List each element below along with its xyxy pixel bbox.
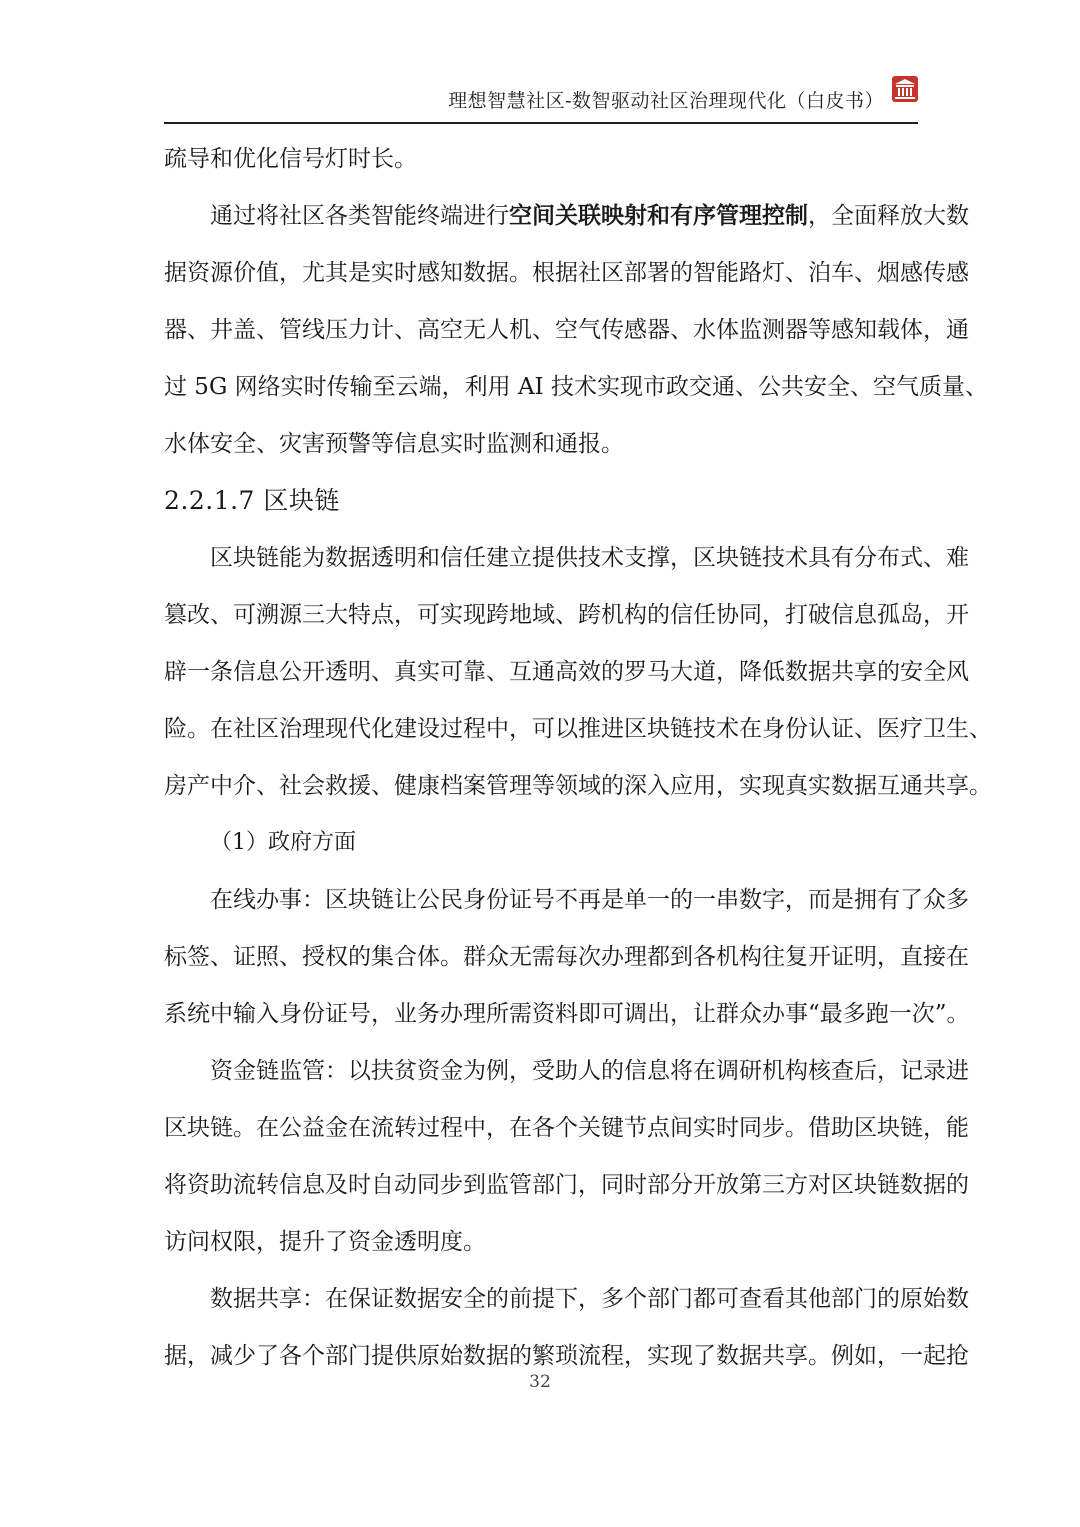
paragraph-line: 疏导和优化信号灯时长。	[164, 146, 417, 172]
document-body	[164, 136, 992, 1390]
header-title: 理想智慧社区-数智驱动社区治理现代化（白皮书）	[448, 90, 884, 112]
paragraph-line: 据，减少了各个部门提供原始数据的繁琐流程，实现了数据共享。例如，一起抢	[164, 1343, 969, 1369]
section-heading: 2.2.1.7 区块链	[164, 486, 340, 515]
page-header	[164, 72, 918, 124]
paragraph-line: 将资助流转信息及时自动同步到监管部门，同时部分开放第三方对区块链数据的	[164, 1172, 969, 1198]
paragraph-line: 辟一条信息公开透明、真实可靠、互通高效的罗马大道，降低数据共享的安全风	[164, 659, 969, 685]
paragraph-line: 过 5G 网络实时传输至云端，利用 AI 技术实现市政交通、公共安全、空气质量、	[164, 374, 988, 400]
paragraph-line: 险。在社区治理现代化建设过程中，可以推进区块链技术在身份认证、医疗卫生、	[164, 716, 992, 742]
paragraph-line: 在线办事：区块链让公民身份证号不再是单一的一串数字，而是拥有了众多	[210, 887, 969, 913]
text-run: ，全面释放大数	[808, 203, 969, 229]
library-building-icon	[892, 76, 918, 102]
bold-text-run: 空间关联映射和有序管理控制	[509, 202, 808, 229]
paragraph-line: 器、井盖、管线压力计、高空无人机、空气传感器、水体监测器等感知载体，通	[164, 317, 969, 343]
page-number: 32	[529, 1372, 551, 1392]
paragraph-line: 区块链能为数据透明和信任建立提供技术支撑，区块链技术具有分布式、难	[210, 545, 969, 571]
paragraph-line	[164, 193, 969, 250]
paragraph-line: 区块链。在公益金在流转过程中，在各个关键节点间实时同步。借助区块链，能	[164, 1115, 969, 1141]
subsection-heading: （1）政府方面	[210, 830, 356, 855]
paragraph-line: 据资源价值，尤其是实时感知数据。根据社区部署的智能路灯、泊车、烟感传感	[164, 260, 969, 286]
paragraph-line: 房产中介、社会救援、健康档案管理等领域的深入应用，实现真实数据互通共享。	[164, 773, 992, 799]
paragraph-line: 水体安全、灾害预警等信息实时监测和通报。	[164, 431, 624, 457]
paragraph-line: 标签、证照、授权的集合体。群众无需每次办理都到各机构往复开证明，直接在	[164, 944, 969, 970]
paragraph-line: 访问权限，提升了资金透明度。	[164, 1229, 486, 1255]
paragraph-line: 数据共享：在保证数据安全的前提下，多个部门都可查看其他部门的原始数	[210, 1286, 969, 1312]
paragraph-line: 资金链监管：以扶贫资金为例，受助人的信息将在调研机构核查后，记录进	[210, 1058, 969, 1084]
text-run: 通过将社区各类智能终端进行	[210, 203, 509, 229]
paragraph-line: 篡改、可溯源三大特点，可实现跨地域、跨机构的信任协同，打破信息孤岛，开	[164, 602, 969, 628]
paragraph-line: 系统中输入身份证号，业务办理所需资料即可调出，让群众办事“最多跑一次”。	[164, 1001, 970, 1027]
